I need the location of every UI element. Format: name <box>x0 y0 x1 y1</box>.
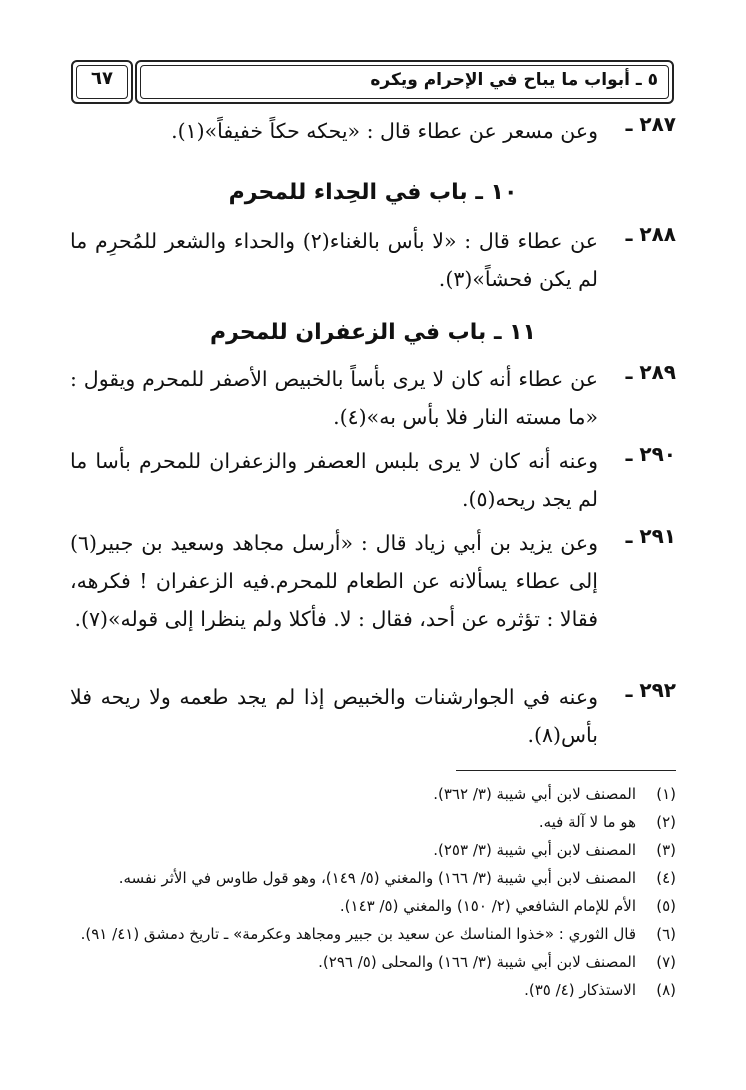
footnote <box>70 780 676 808</box>
entry-number: ٢٩١ ـ <box>625 524 676 548</box>
footnote-text: هو ما لا آلة فيه. <box>538 813 636 831</box>
footnote-number: (٤) <box>656 869 676 887</box>
section-title-11: ١١ ـ باب في الزعفران للمحرم <box>210 320 536 345</box>
footnote-separator <box>456 770 676 771</box>
entry-number: ٢٨٧ ـ <box>625 112 676 136</box>
footnote-number: (٦) <box>656 925 676 943</box>
footnote-number: (٥) <box>656 897 676 915</box>
entry-number: ٢٩٢ ـ <box>625 678 676 702</box>
entry-text: وعنه في الجوارشنات والخبيص إذا لم يجد طعمه ولا ريحه فلا بأس(٨). <box>70 685 598 747</box>
entry-291 <box>70 524 676 638</box>
footnote <box>70 976 676 1004</box>
entry-289 <box>70 360 676 436</box>
entry-292 <box>70 678 676 754</box>
entry-text: وعن مسعر عن عطاء قال : «يحكه حكاً خفيفاً»(١). <box>171 119 598 143</box>
entry-text: عن عطاء قال : «لا بأس بالغناء(٢) والحداء والشعر للمُحرِم ما لم يكن فحشاً»(٣). <box>70 229 598 291</box>
footnote-number: (١) <box>656 785 676 803</box>
footnote-text: الأم للإمام الشافعي (٢/ ١٥٠) والمغني (٥/ ١٤٣). <box>339 897 636 915</box>
footnote <box>70 808 676 836</box>
footnote <box>70 920 676 948</box>
footnote-text: المصنف لابن أبي شيبة (٣/ ١٦٦) والمغني (٥/ ١٤٩)، وهو قول طاوس في الأثر نفسه. <box>118 869 636 887</box>
footnote-number: (٧) <box>656 953 676 971</box>
footnote <box>70 836 676 864</box>
entry-288 <box>70 222 676 298</box>
footnote-text: المصنف لابن أبي شيبة (٣/ ١٦٦) والمحلى (٥/ ٢٩٦). <box>318 953 636 971</box>
entry-287 <box>70 112 676 150</box>
footnote <box>70 892 676 920</box>
entry-text: عن عطاء أنه كان لا يرى بأساً بالخبيص الأصفر للمحرم ويقول : «ما مسته النار فلا بأس به»(٤). <box>70 367 598 429</box>
entry-number: ٢٨٨ ـ <box>625 222 676 246</box>
entry-290 <box>70 442 676 518</box>
footnote-text: المصنف لابن أبي شيبة (٣/ ٣٦٢). <box>433 785 636 803</box>
entry-number: ٢٨٩ ـ <box>625 360 676 384</box>
running-header-title: ٥ ـ أبواب ما يباح في الإحرام ويكره <box>370 70 658 90</box>
entry-text: وعنه أنه كان لا يرى بلبس العصفر والزعفران للمحرم بأسا ما لم يجد ريحه(٥). <box>70 449 598 511</box>
entry-text: وعن يزيد بن أبي زياد قال : «أرسل مجاهد وسعيد بن جبير(٦) إلى عطاء يسألانه عن الطعام للمحرم.فيه الزعفران ! فكرهه، فقالا : تؤثره عن أحد، فقال : لا. فأكلا ولم ينظرا إلى قوله»(٧). <box>70 531 598 631</box>
footnote <box>70 948 676 976</box>
footnote-number: (٣) <box>656 841 676 859</box>
entry-number: ٢٩٠ ـ <box>625 442 676 466</box>
footnote-text: الاستذكار (٤/ ٣٥). <box>524 981 636 999</box>
footnote-text: المصنف لابن أبي شيبة (٣/ ٢٥٣). <box>433 841 636 859</box>
footnote <box>70 864 676 892</box>
section-title-10: ١٠ ـ باب في الحِداء للمحرم <box>228 180 518 205</box>
footnote-number: (٢) <box>656 813 676 831</box>
footnotes <box>70 780 676 1004</box>
footnote-text: قال الثوري : «خذوا المناسك عن سعيد بن جبير ومجاهد وعكرمة» ـ تاريخ دمشق (٤١/ ٩١). <box>80 925 636 943</box>
page-number: ٦٧ <box>91 68 113 89</box>
footnote-number: (٨) <box>656 981 676 999</box>
